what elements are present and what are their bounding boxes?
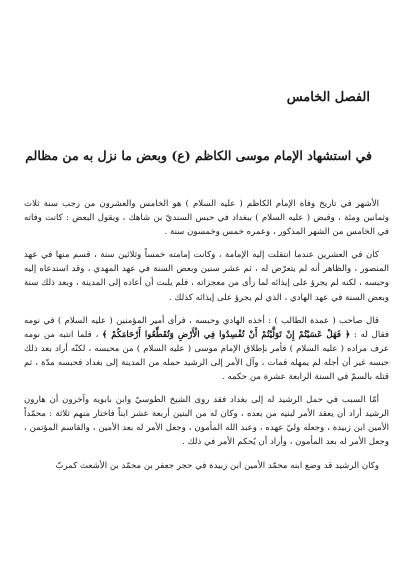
body-text [24,197,389,473]
chapter-title: في استشهاد الإمام موسى الكاظم (ع) وبعض ما نزل به من مظالم [25,148,372,163]
paragraph-umdat-talib [24,314,389,384]
paragraph-text: قال صاحب ( عمدة الطالب ) : أخذه الهادي وحبسه ، فرأى أمير المؤمنين ( عليه السلام ) في نومه فقال له : [24,315,389,340]
paragraph-reason-for-baghdad: أمّا السبب في حمل الرشيد له إلى بغداد فقد روى الشيخ الطوسيّ وابن بابويه وآخرون أن هارون الرشيد أراد أن يعقد الأمر لبنيه من بعده ، وكان له من البنين أربعة عشر ابناً فاختار منهم ثلاثة : محمّداً الأمين ابن زبيدة ، وجعله وليّ عهده ، وعبد الله المأمون ، وجعل الأمر له بعد الأمين ، والقاسم المؤتمن ، وجعل الأمر له بعد المأمون ، وأراد أن يُحكم الأمر في ذلك . [24,395,389,448]
chapter-label: الفصل الخامس [286,90,370,105]
paragraph-date-of-death: الأشهر في تاريخ وفاة الإمام الكاظم ( عليه السلام ) هو الخامس والعشرون من رجب سنة ثلاث وثمانين ومئة ، وقبض ( عليه السلام ) ببغداد في حبس السنديّ بن شاهك ، ويقول البعض : كانت وفاته في الخامس من الشهر المذكور ، وعمره خمس وخمسون سنة . [24,199,389,238]
paragraph-rashid-amin: وكان الرشيد قد وضع ابنه محمّد الأمين ابن زبيدة في حجر جعفر بن محمّد بن الأشعث كمربّ [55,460,379,471]
paragraph-imamate-period: كان في العشرين عندما انتقلت إليه الإمامة ، وكانت إمامته خمساً وثلاثين سنة ، قسم منها في عهد المنصور ، والظاهر أنه لم يتعرّض له ، ثم عشر سنين وبعض السنة في عهد المهدي ، وقد استدعاه إليه وحبسه ، لكنه لم يجرؤ على إيذائه لما رأى من معجزاته ، فلم يلبث أن أعاده إلى المدينة ، وبعد ذلك سنة وبعض السنة في عهد الهادي ، الذي لم يجرؤ على إيذائه كذلك . [24,250,389,303]
quran-verse: ﴿ فَهَلْ عَسَيْتُمْ إِنْ تَوَلَّيْتُمْ أَنْ تُفْسِدُوا فِي الْأَرْضِ وَتُقَطِّعُوا أَرْحَامَكُمْ ﴾ [102,329,351,340]
paragraph-text: ، فلما انتبه من نومه عرف مراده ( عليه السلام ) فأمر بإطلاق الإمام موسى ( عليه السلام ) من محبسه ، لكنّه أراد بعد ذلك حبسه غير أن أجله لم يمهله فمات ، وآل الأمر إلى الرشيد حمله من المدينة إلى بغداد فحبسه مدّة ، ثم قتله بالسمّ في السنة الرابعة عشرة من حكمه . [24,329,389,383]
